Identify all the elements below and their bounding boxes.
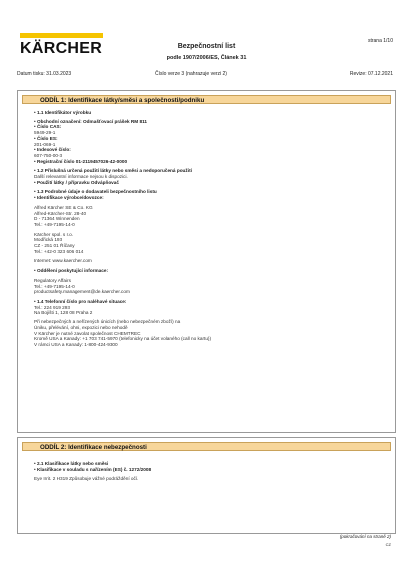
document-title: Bezpečnostní list	[177, 43, 236, 50]
section-2-heading: ODDÍL 2: Identifikace nebezpečnosti	[22, 442, 391, 451]
section-1-heading: ODDÍL 1: Identifikace látky/směsi a společnosti/podniku	[22, 95, 391, 104]
document-subtitle: podle 1907/2006/ES, Článek 31	[166, 55, 247, 61]
chemtrec-line-1: Při nebezpečných a neřízených únicích (nebo nebezpečném zboží) na	[34, 319, 181, 325]
chemtrec-international: Kromě USA a Kanady: +1 703 741-5970 (telefonicky na účet volaného (call no kartu))	[34, 336, 212, 342]
uses-heading: • 1.2 Příslušná určená použití látky nebo směsi a nedoporučená použití	[34, 168, 192, 174]
continued-note: (pokračování na straně 2)	[339, 534, 391, 539]
clp-classification: • Klasifikace v souladu s nařízením (ES) č. 1272/2008	[34, 466, 152, 472]
version-number: Číslo verze 3 (nahrazuje verzi 2)	[155, 71, 227, 77]
emergency-heading: • 1.4 Telefonní číslo pro naléhavé situace:	[34, 298, 127, 304]
index-label: • Indexové číslo:	[34, 147, 71, 153]
importer-name: Kärcher spol. s r.o.	[34, 231, 74, 237]
page-number: strana 1/10	[367, 38, 393, 44]
manufacturer-name: Alfred Kärcher SE & Co. KG	[34, 204, 93, 210]
importer-city: CZ - 251 01 Říčany	[34, 243, 75, 249]
uses-info: Další relevantní informace nejsou k dispozici.	[34, 174, 128, 180]
importer-street: Modřická 193	[34, 237, 63, 243]
website-link[interactable]: Internet: www.kaercher.com	[34, 258, 92, 264]
section-1-frame	[17, 90, 396, 433]
info-department-heading: • Oddělení poskytující informace:	[34, 268, 109, 274]
product-use: • Použití látky / přípravku Odvápňovač	[34, 179, 119, 185]
section-2-body	[18, 451, 395, 482]
chemtrec-line-3: V Kärcher je nutné zavolat společnost CHEMTREC	[34, 330, 141, 336]
logo-color-bar	[20, 33, 103, 38]
cas-label: • Číslo CAS:	[34, 124, 62, 130]
registration-number: • Registrační číslo 01-2119457026-42-0000	[34, 158, 128, 164]
emergency-address: Na Bojišti 1, 128 08 Praha 2	[34, 310, 93, 316]
importer-phone: Tel.: +42-0 323 606 014	[34, 248, 84, 254]
manufacturer-heading: • Identifikace výrobce/dovozce:	[34, 195, 104, 201]
footer-mark: CZ	[385, 542, 391, 547]
company-logo: KÄRCHER	[20, 40, 103, 57]
section-1-body	[18, 104, 395, 348]
hazard-statement: Eye Irrit. 2 H319 Způsobuje vážné podráždění očí.	[34, 476, 139, 482]
print-date: Datum tisku: 31.03.2023	[17, 71, 72, 77]
chemtrec-usa: V rámci USA a Kanady: 1-800-424-9300	[34, 341, 118, 347]
chemtrec-line-2: Úniku, přelévání, ohni, expozici nebo nehodě	[34, 324, 128, 330]
ec-label: • Číslo ES:	[34, 135, 58, 141]
department-name: Regulatory Affairs	[34, 277, 71, 283]
ec-value: 201-069-1	[34, 141, 56, 147]
section-2-frame	[17, 437, 396, 534]
manufacturer-street: Alfred-Kärcher-Str. 28-40	[34, 210, 87, 216]
manufacturer-phone: Tel.: +49-7195-14-0	[34, 221, 75, 227]
emergency-phone: Tel.: 224 919 293	[34, 304, 70, 310]
trade-name: • Obchodní označení: Odmašťovací prášek RM 811	[34, 118, 148, 124]
supplier-heading: • 1.3 Podrobné údaje o dodavateli bezpečnostního listu	[34, 189, 157, 195]
classification-heading: • 2.1 Klasifikace látky nebo směsi	[34, 461, 109, 466]
revision-date: Revize: 07.12.2021	[349, 71, 393, 77]
department-phone: Tel.: +49-7195-14-0	[34, 283, 75, 289]
department-email[interactable]: productsafety.management@de.kaercher.com	[34, 289, 130, 295]
cas-value: 5949-29-1	[34, 130, 56, 136]
identifier-heading: • 1.1 Identifikátor výrobku	[34, 110, 92, 115]
manufacturer-city: D - 71364 Winnenden	[34, 216, 80, 222]
index-value: 607-750-00-3	[34, 152, 63, 158]
